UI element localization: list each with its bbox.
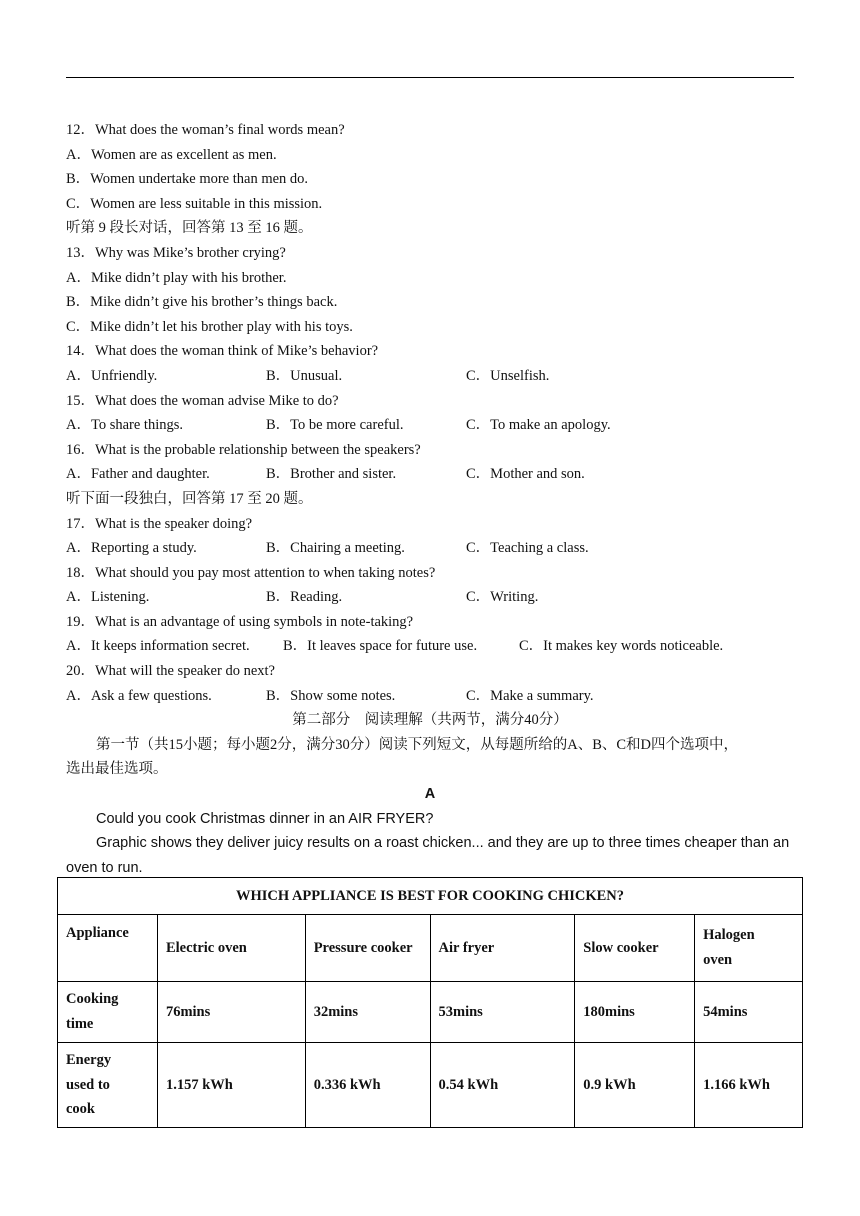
question-line: 18．What should you pay most attention to when taking notes? — [66, 564, 436, 581]
option-b: B．Show some notes. — [266, 687, 396, 704]
cell-appliance-4: Slow cooker — [575, 915, 695, 982]
cell-cooking-time-2: 32mins — [305, 982, 430, 1043]
option-b: B．It leaves space for future use. — [283, 638, 478, 655]
option-a: A．Unfriendly. — [66, 367, 158, 384]
table-row-appliance — [58, 915, 803, 982]
passage-para2-cont: oven to run. — [66, 859, 143, 876]
question-line: 17．What is the speaker doing? — [66, 515, 253, 532]
table-title: WHICH APPLIANCE IS BEST FOR COOKING CHICKEN? — [58, 878, 803, 915]
option-c: C．Unselfish. — [466, 367, 550, 384]
cell-appliance-1: Electric oven — [157, 915, 305, 982]
options-line — [66, 684, 794, 709]
cell-cooking-time-1: 76mins — [157, 982, 305, 1043]
table-row-energy — [58, 1043, 803, 1128]
option-c: C．Writing. — [466, 589, 539, 606]
question-line: 19．What is an advantage of using symbols in note-taking? — [66, 613, 414, 630]
cell-appliance-2: Pressure cooker — [305, 915, 430, 982]
option-a: A．To share things. — [66, 417, 183, 434]
question-line: 13．Why was Mike’s brother crying? — [66, 244, 286, 261]
table-row-cooking-time — [58, 982, 803, 1043]
cell-cooking-time-3: 53mins — [430, 982, 575, 1043]
cell-appliance-3: Air fryer — [430, 915, 575, 982]
question-line: A．Mike didn’t play with his brother. — [66, 269, 287, 286]
question-line: 20．What will the speaker do next? — [66, 663, 275, 680]
option-a: A．Reporting a study. — [66, 540, 197, 557]
options-line — [66, 634, 794, 659]
question-line: 12．What does the woman’s final words mean? — [66, 122, 345, 138]
options-line — [66, 413, 794, 438]
question-line: 听下面一段独白，回答第 17 至 20 题。 — [66, 490, 313, 507]
cell-cooking-time-4: 180mins — [575, 982, 695, 1043]
options-line — [66, 585, 794, 610]
section1-instructions: 第一节（共15小题；每小题2分，满分30分）阅读下列短文，从每题所给的A、B、C和D四个选项中， — [96, 736, 739, 753]
cell-appliance-5: Halogen oven — [695, 915, 803, 982]
option-c: C．Make a summary. — [466, 687, 594, 704]
option-b: B．Brother and sister. — [266, 466, 397, 483]
document-body — [66, 118, 794, 880]
passage-label: A — [424, 786, 436, 803]
appliance-table — [57, 877, 803, 1128]
option-c: C．To make an apology. — [466, 417, 611, 434]
option-a: A．Father and daughter. — [66, 466, 210, 483]
cell-energy-2: 0.336 kWh — [305, 1043, 430, 1128]
row-label-energy: Energy used to cook — [58, 1043, 158, 1128]
question-line: C．Women are less suitable in this mission. — [66, 195, 323, 212]
question-line: B．Women undertake more than men do. — [66, 171, 309, 188]
passage-para1: Could you cook Christmas dinner in an AIR FRYER? — [96, 810, 434, 827]
options-line — [66, 462, 794, 487]
question-line: 14．What does the woman think of Mike’s behavior? — [66, 343, 379, 360]
option-b: B．Unusual. — [266, 367, 343, 384]
option-b: B．Chairing a meeting. — [266, 540, 405, 557]
section1-instructions-cont: 选出最佳选项。 — [66, 761, 168, 778]
option-c: C．It makes key words noticeable. — [519, 638, 724, 655]
options-line — [66, 536, 794, 561]
row-label-cooking-time: Cooking time — [58, 982, 158, 1043]
question-line: B．Mike didn’t give his brother’s things back. — [66, 294, 338, 311]
header-rule — [66, 77, 794, 78]
option-b: B．Reading. — [266, 589, 343, 606]
option-c: C．Teaching a class. — [466, 540, 589, 557]
option-c: C．Mother and son. — [466, 466, 585, 483]
option-b: B．To be more careful. — [266, 417, 404, 434]
part2-heading: 第二部分 阅读理解（共两节，满分40分） — [292, 712, 568, 729]
question-line: C．Mike didn’t let his brother play with his toys. — [66, 318, 353, 335]
cell-energy-3: 0.54 kWh — [430, 1043, 575, 1128]
question-line: 15．What does the woman advise Mike to do? — [66, 392, 339, 409]
options-line — [66, 364, 794, 389]
cell-energy-5: 1.166 kWh — [695, 1043, 803, 1128]
question-line: A．Women are as excellent as men. — [66, 146, 277, 163]
cell-energy-1: 1.157 kWh — [157, 1043, 305, 1128]
option-a: A．Ask a few questions. — [66, 687, 212, 704]
option-a: A．It keeps information secret. — [66, 638, 250, 655]
question-line: 16．What is the probable relationship between the speakers? — [66, 441, 421, 458]
option-a: A．Listening. — [66, 589, 150, 606]
passage-para2: Graphic shows they deliver juicy results on a roast chicken... and they are up to three times cheaper than an — [96, 835, 790, 852]
question-line: 听第 9 段长对话，回答第 13 至 16 题。 — [66, 220, 313, 237]
row-label-appliance: Appliance — [58, 915, 158, 982]
cell-energy-4: 0.9 kWh — [575, 1043, 695, 1128]
cell-cooking-time-5: 54mins — [695, 982, 803, 1043]
listening-questions — [66, 118, 794, 708]
